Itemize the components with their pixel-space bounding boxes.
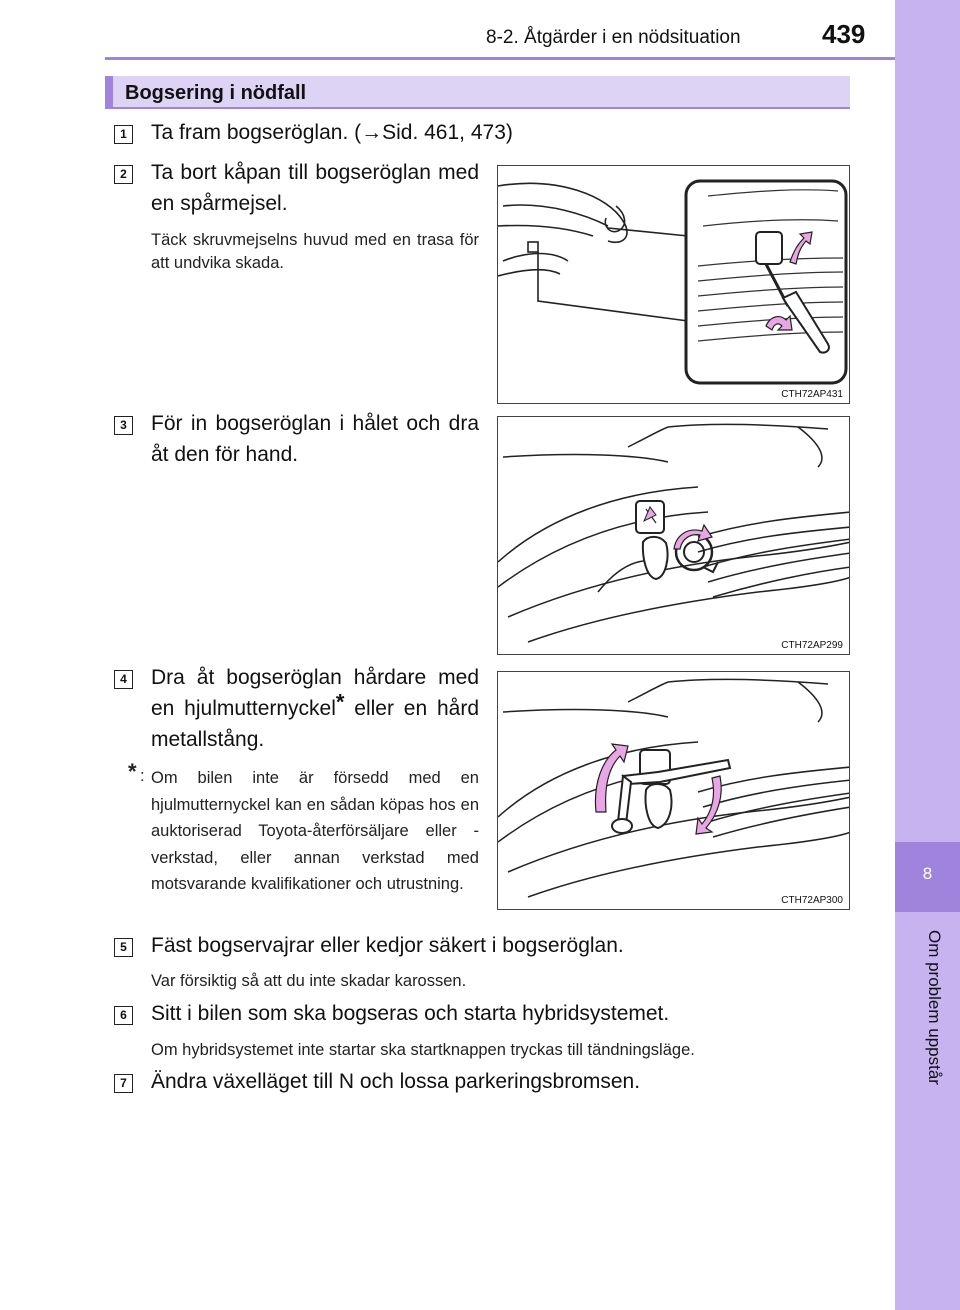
step-number-3: 3 [114,416,133,435]
step-6-text: Sitt i bilen som ska bogseras och starta hybridsystemet. [151,1002,670,1025]
step-1-label: Ta fram bogseröglan. ( [151,121,362,144]
footnote-asterisk: * [128,759,137,784]
step-number-2: 2 [114,165,133,184]
figure-tighten-hook [497,671,850,910]
step-1-page-ref[interactable]: Sid. 461, 473) [382,121,513,144]
section-heading-accent [105,76,113,109]
header-rule [105,57,895,60]
illustration-wheel-wrench [498,672,850,910]
illustration-screwdriver-cover [498,166,850,404]
step-4-label-a: Dra åt bogseröglan hårdare med en hjulmutternyckel [151,666,479,720]
asterisk-mark: * [335,689,345,715]
chapter-number: 8 [922,864,933,883]
page-number: 439 [822,19,866,49]
step-number-5: 5 [114,938,133,957]
arrow-right-icon: → [361,121,383,144]
step-number-6: 6 [114,1006,133,1025]
step-3-text: För in bogseröglan i hålet och dra åt den för hand. [151,412,479,466]
step-2-note: Täck skruvmejselns huvud med en trasa för att undvika skada. [151,231,479,272]
step-5-note: Var försiktig så att du inte skadar karossen. [151,972,467,990]
step-6-note: Om hybridsystemet inte startar ska startknappen tryckas till tändningsläge. [151,1041,695,1059]
step-2-text: Ta bort kåpan till bogseröglan med en spårmejsel. [151,161,479,215]
step-5-text: Fäst bogservajrar eller kedjor säkert i bogseröglan. [151,934,624,957]
step-number-1: 1 [114,125,133,144]
step-number-4: 4 [114,670,133,689]
step-7-text: Ändra växelläget till N och lossa parkeringsbromsen. [151,1070,641,1093]
figure-insert-hook [497,416,850,655]
footnote-colon: : [140,767,145,785]
figure-code: CTH72AP299 [781,640,843,651]
step-number-7: 7 [114,1074,133,1093]
step-4-footnote: Om bilen inte är försedd med en hjulmutternyckel kan en sådan köpas hos en auktoriserad Toyota-återförsäljare eller -verkstad, eller annan verkstad med motsvarande kvalifikationer och utrustning. [151,769,479,893]
step-1-text [151,117,851,148]
figure-code: CTH72AP300 [781,895,843,906]
figure-code: CTH72AP431 [781,389,843,400]
step-4-text [151,662,479,755]
section-title: Bogsering i nödfall [125,82,307,104]
illustration-insert-towing-eye [498,417,850,655]
chapter-title: 8-2. Åtgärder i en nödsituation [486,27,741,48]
step-4-label-b: eller en hård metallstång. [151,697,479,751]
chapter-label: Om problem uppstår [925,930,944,1085]
figure-remove-cover [497,165,850,404]
